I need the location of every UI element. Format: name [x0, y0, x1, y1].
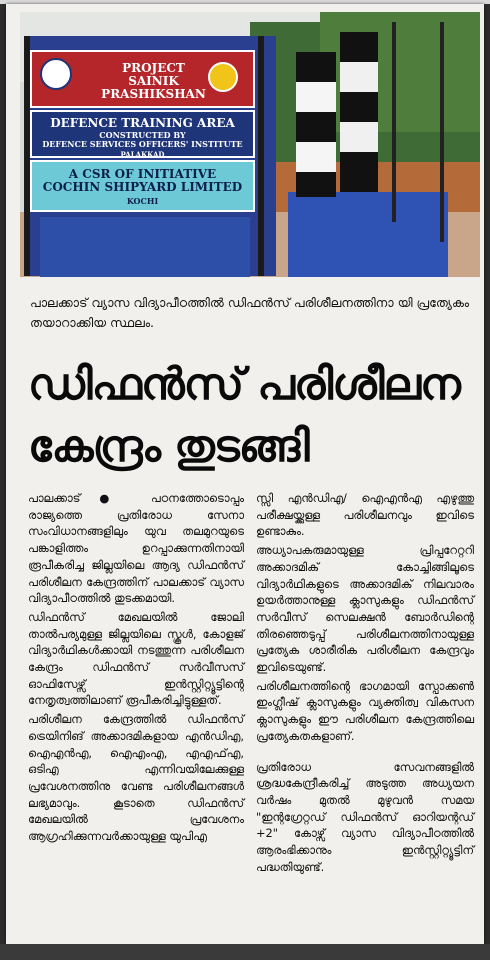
- sign-defence-training-area: [30, 110, 255, 158]
- emblem-yellow-icon: [208, 62, 238, 92]
- newspaper-clipping: [6, 4, 484, 944]
- sign-blue-place: PALAKKAD: [120, 150, 165, 159]
- paragraph: പ്രതിരോധ സേവനങ്ങളിൽ ശ്രദ്ധകേന്ദ്രീകരിച്ച് അടുത്ത അധ്യയന വർഷം മുതൽ മുഴുവൻ സമയ "ഇന്റഗ്രേറ്റഡ് ഡിഫൻസ് ഓറിയന്റഡ് +2" കോഴ്സ് വ്യാസ വിദ്യാപീഠത്തിൽ ആരംഭിക്കാനും ഇൻസ്റ്റിറ്റ്യൂട്ടിന് പദ്ധതിയുണ്ട്.: [256, 759, 474, 874]
- sign-cyan-title: A CSR OF INITIATIVE COCHIN SHIPYARD LIMITED: [42, 167, 243, 194]
- sign-cochin-shipyard: [30, 160, 255, 212]
- paragraph: പാലക്കാട്● പഠനത്തോടൊപ്പം രാജ്യത്തെ പ്രതിരോധ സേനാ സംവിധാനങ്ങളിലും യുവ തലമുറയുടെ പങ്കാളിത്തം ഉറപ്പാക്കുന്നതിനായി രൂപീകരിച്ച ജില്ലയിലെ ആദ്യ ഡിഫൻസ് പരിശീലന കേന്ദ്രത്തിന് പാലക്കാട് വ്യാസ വിദ്യാപീഠത്തിൽ തുടക്കമായി.: [28, 491, 244, 606]
- photo-caption: പാലക്കാട് വ്യാസ വിദ്യാപീഠത്തിൽ ഡിഫൻസ് പരിശീലനത്തിനാ യി പ്രത്യേകം തയാറാക്കിയ സ്ഥലം.: [30, 295, 470, 330]
- paragraph: പരിശീലനത്തിന്റെ ഭാഗമായി സ്പോക്കൺ ഇംഗ്ലീഷ് ക്ലാസുകളും വ്യക്തിത്വ വികസന ക്ലാസുകളും ഈ പരിശീലന കേന്ദ്രത്തിലെ പ്രത്യേകതകളാണ്.: [256, 678, 474, 743]
- sign-red-text: PROJECT SAINIK PRASHIKSHAN: [101, 61, 206, 101]
- spacer: [256, 745, 474, 759]
- article-column-left: [28, 490, 244, 845]
- paragraph: ഡിഫൻസ് മേഖലയിൽ ജോലി താൽപര്യമുള്ള ജില്ലയിലെ സ്കൂൾ, കോളജ് വിദ്യാർഥികൾക്കായി നടത്തുന്ന പരിശീലന കേന്ദ്രം ഡിഫൻസ് സർവീസസ് ഓഫിസേഴ്സ് ഇൻസ്റ്റിറ്റ്യൂട്ടിന്റെ നേതൃത്വത്തിലാണ് രൂപീകരിച്ചിട്ടുള്ളത്.: [28, 609, 244, 708]
- paragraph: സ്സി എൻഡിഎ/ ഐഎൻഎ എഴുത്തു പരീക്ഷയ്ക്കുള്ള പരിശീലനവും ഇവിടെ ഉണ്ടാകും.: [256, 491, 474, 539]
- bottom-border: [0, 944, 490, 960]
- sign-blue-title: DEFENCE TRAINING AREA: [50, 116, 235, 130]
- headline-line-2: കേന്ദ്രം തുടങ്ങി: [28, 421, 309, 472]
- article-photo: [20, 12, 480, 277]
- emblem-icon: [40, 58, 72, 90]
- sign-cyan-place: KOCHI: [126, 196, 159, 206]
- headline: [28, 354, 478, 478]
- paragraph: പരിശീലന കേന്ദ്രത്തിൽ ഡിഫൻസ് ട്രെയിനിങ് അക്കാദമികളായ എൻഡിഎ, ഐഎൻഎ, ഐഎംഎ, എഎഫ്എ, ഒടിഎ എന്നിവയിലേക്കുള്ള പ്രവേശനത്തിനു വേണ്ട പരിശീലനങ്ങൾ ലഭ്യമാവും. കൂടാതെ ഡിഫൻസ് മേഖലയിൽ പ്രവേശനം ആഗ്രഹിക്കുന്നവർക്കായുള്ള യുപിഎ: [28, 712, 244, 844]
- sign-blue-sub: CONSTRUCTED BY DEFENCE SERVICES OFFICERS' INSTITUTE: [42, 130, 243, 149]
- paragraph: അധ്യാപകരുമായുള്ള പ്രിപ്പറേറ്ററി അക്കാദമിക് കോച്ചിങ്ങിലൂടെ വിദ്യാർഥികളുടെ അക്കാദമിക് നിലവാരം ഉയർത്താനുള്ള ക്ലാസുകളും ഡിഫൻസ് സർവീസ് സെലക്ഷൻ ബോർഡിന്റെ തിരഞ്ഞെടുപ്പ് പരിശീലനത്തിനായുള്ള പ്രത്യേക ശാരീരിക പരിശീലന കേന്ദ്രവും ഇവിടെയുണ്ട്.: [256, 543, 474, 675]
- headline-line-1: ഡിഫൻസ് പരിശീലന: [28, 359, 460, 410]
- article-column-right: [256, 490, 474, 875]
